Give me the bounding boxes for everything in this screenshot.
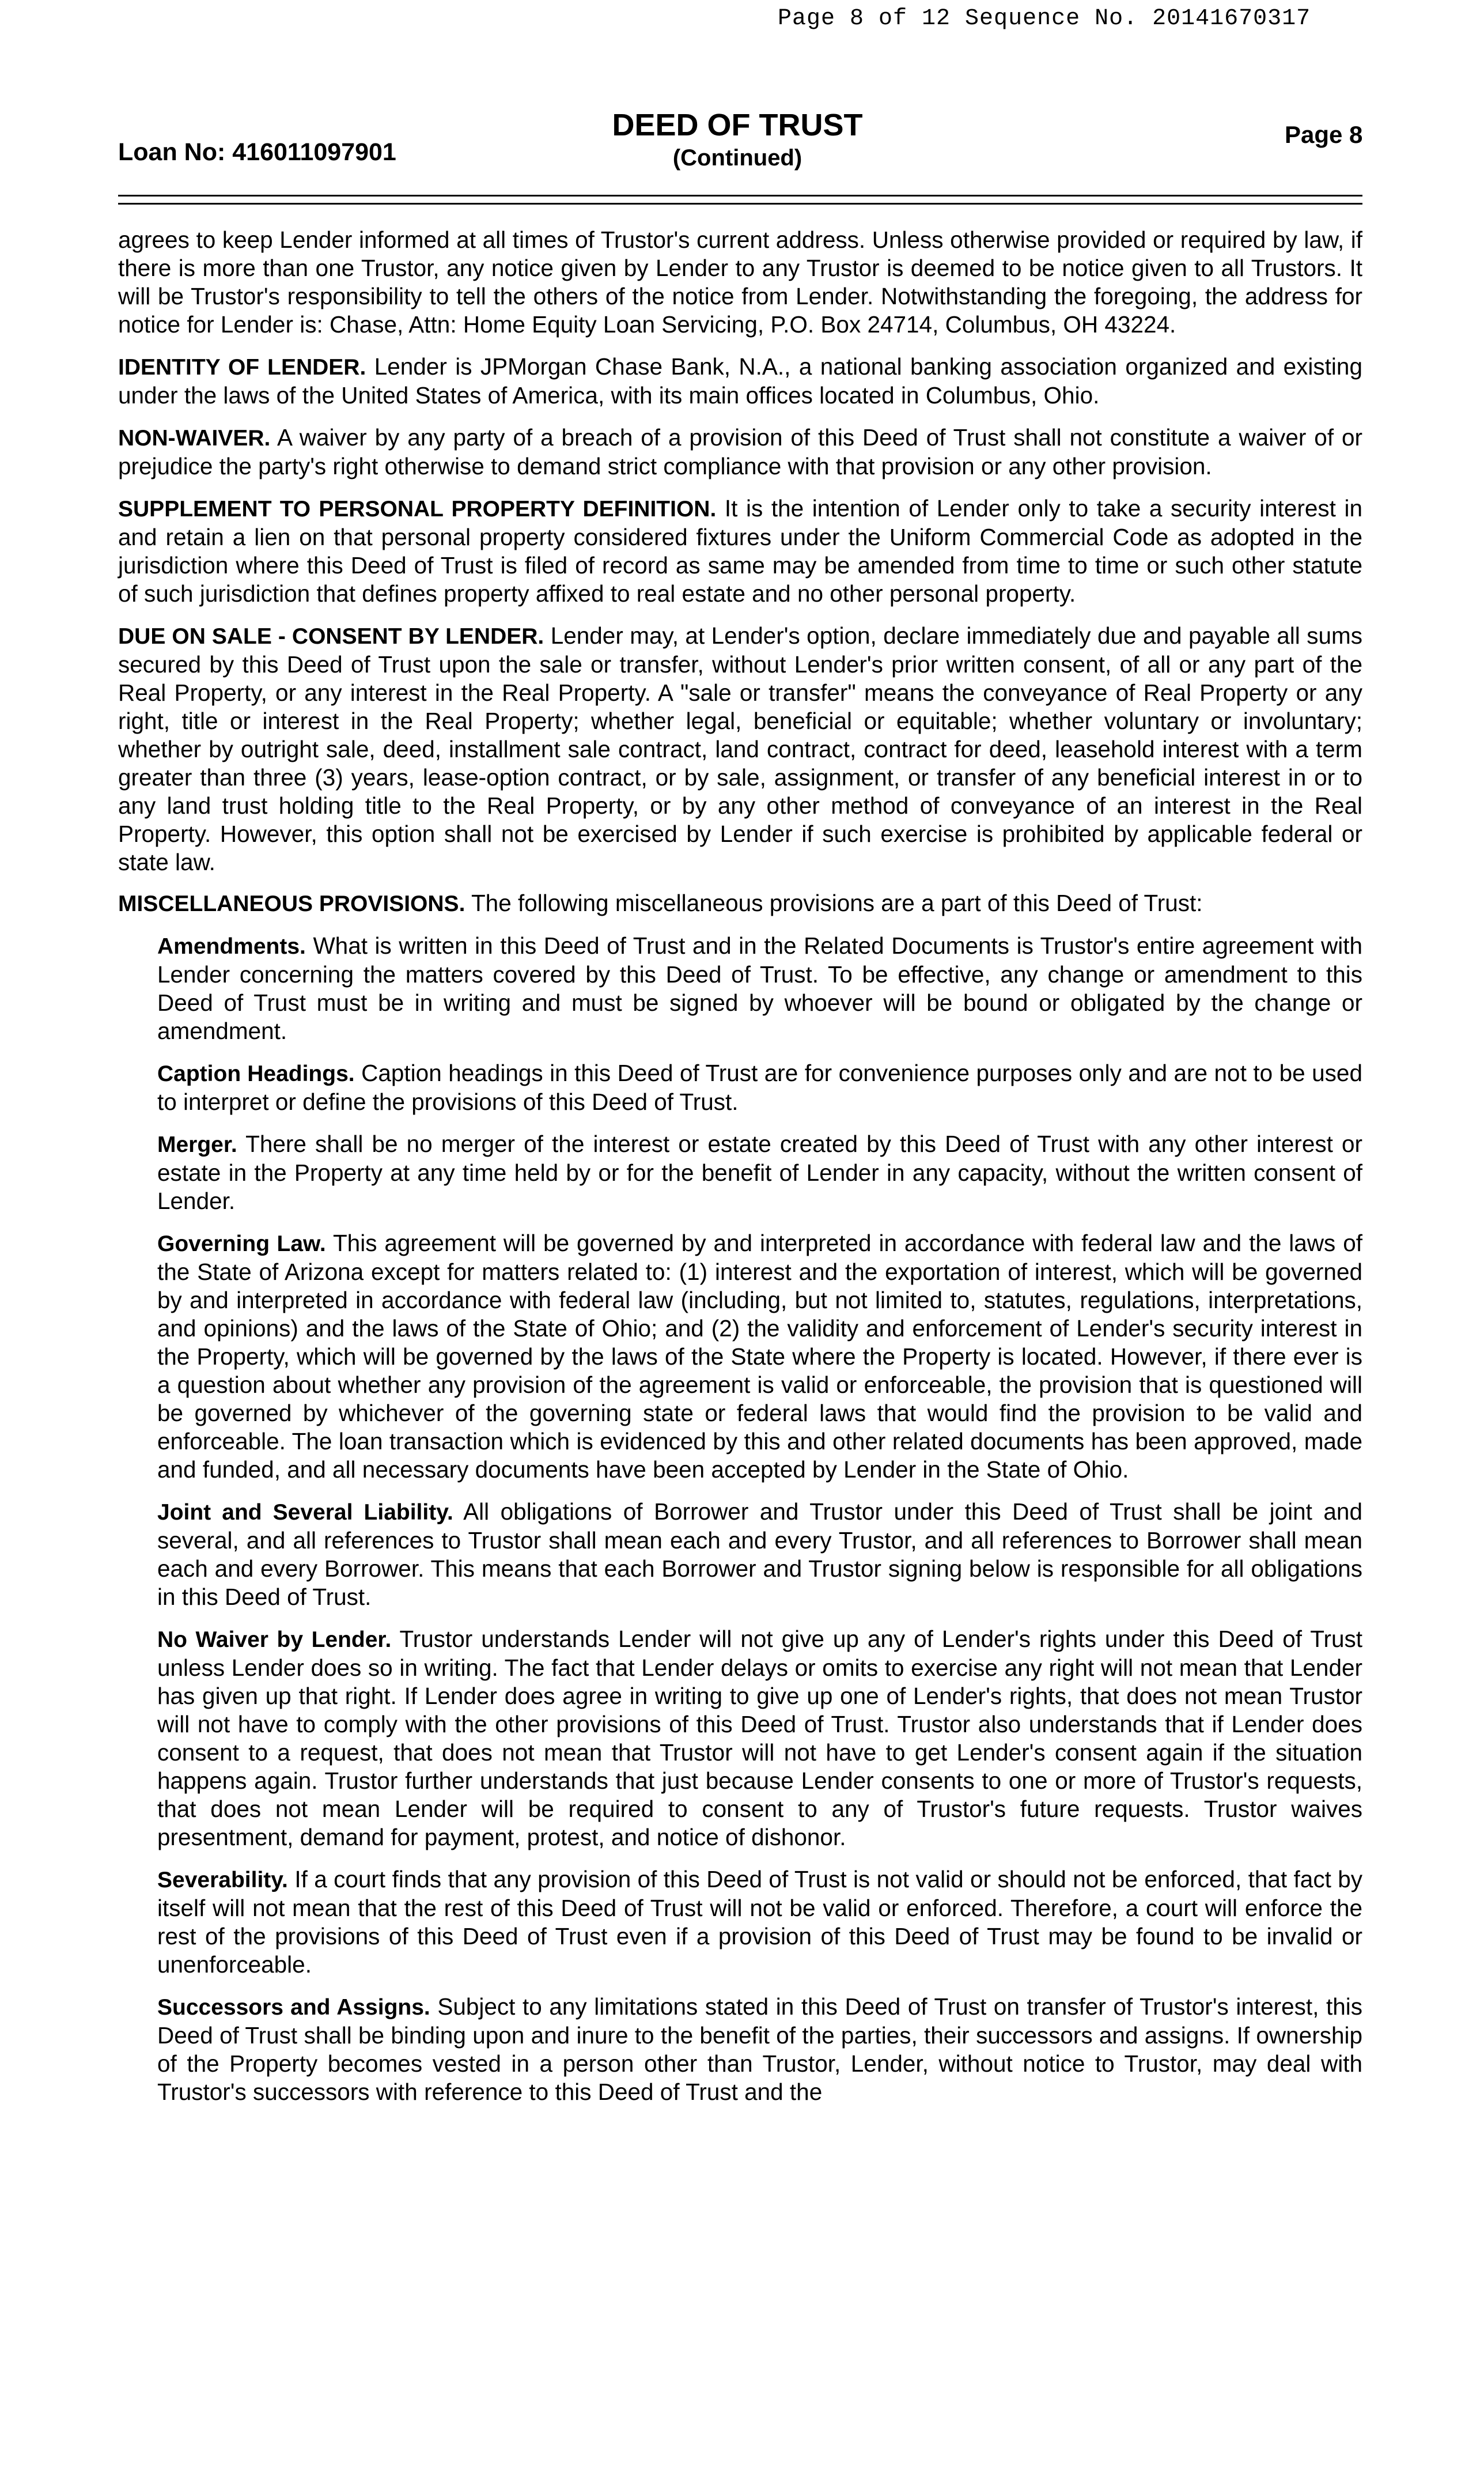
provision-text: There shall be no merger of the interest or estate created by this Deed of Trust with any other interest or estate in the Property at any time held by or for the benefit of Lender in any capacity, without the written consent of Lender. <box>157 1131 1362 1214</box>
provision-text: What is written in this Deed of Trust and in the Related Documents is Trustor's entire agreement with Lender concerning the matters covered by this Deed of Trust. To be effective, any change or amendment to this Deed of Trust must be in writing and must be signed by whoever will be bound or obligated by the change or amendment. <box>157 932 1362 1044</box>
provision-no-waiver-by-lender <box>118 1625 1362 1852</box>
section-identity-of-lender <box>118 353 1362 410</box>
header-divider-bottom <box>118 203 1362 205</box>
section-text: Lender is JPMorgan Chase Bank, N.A., a national banking association organized and existing under the laws of the United States of America, with its main offices located in Columbus, Ohio. <box>118 353 1362 409</box>
provision-amendments <box>118 932 1362 1045</box>
provision-governing-law <box>118 1229 1362 1484</box>
provision-heading: Governing Law. <box>157 1231 326 1256</box>
section-non-waiver <box>118 424 1362 481</box>
provision-heading: Caption Headings. <box>157 1061 355 1086</box>
header-divider-top <box>118 195 1362 197</box>
section-text: The following miscellaneous provisions are a part of this Deed of Trust: <box>471 890 1203 916</box>
provision-successors-assigns <box>118 1993 1362 2106</box>
section-text: It is the intention of Lender only to take a security interest in and retain a lien on that personal property considered fixtures under the Uniform Commercial Code as adopted in the jurisdiction where this Deed of Trust is filed of record as same may be amended from time to time or such other statute of such jurisdiction that defines property affixed to real estate and no other personal property. <box>118 495 1362 607</box>
intro-paragraph: agrees to keep Lender informed at all times of Trustor's current address. Unless otherwise provided or required by law, if there is more than one Trustor, any notice given by Lender to any Trustor is deemed to be notice given to all Trustors. It will be Trustor's responsibility to tell the others of the notice from Lender. Notwithstanding the foregoing, the address for notice for Lender is: Chase, Attn: Home Equity Loan Servicing, P.O. Box 24714, Columbus, OH 43224. <box>118 226 1362 338</box>
document-subtitle: (Continued) <box>672 145 802 171</box>
section-supplement-personal-property <box>118 494 1362 608</box>
provision-heading: Severability. <box>157 1868 288 1892</box>
provision-joint-several-liability <box>118 1498 1362 1611</box>
sequence-number-line: Page 8 of 12 Sequence No. 20141670317 <box>778 6 1311 32</box>
document-body <box>118 226 1362 2106</box>
provision-text: If a court finds that any provision of this Deed of Trust is not valid or should not be enforced, that fact by itself will not mean that the rest of this Deed of Trust will not be valid or enforced. Therefore, a court will enforce the rest of the provisions of this Deed of Trust even if a provision of this Deed of Trust may be found to be invalid or unenforceable. <box>157 1866 1362 1978</box>
section-text: A waiver by any party of a breach of a provision of this Deed of Trust shall not constitute a waiver of or prejudice the party's right otherwise to demand strict compliance with that provision or any other provision. <box>118 424 1362 479</box>
section-miscellaneous-provisions <box>118 889 1362 918</box>
provision-heading: Merger. <box>157 1132 237 1157</box>
provision-text: All obligations of Borrower and Trustor under this Deed of Trust shall be joint and several, and all references to Trustor shall mean each and every Trustor, and all references to Borrower shall mean each and every Borrower. This means that each Borrower and Trustor signing below is responsible for all obligations in this Deed of Trust. <box>157 1498 1362 1610</box>
document-title: DEED OF TRUST <box>612 108 863 142</box>
section-heading: MISCELLANEOUS PROVISIONS. <box>118 891 465 916</box>
provision-heading: Successors and Assigns. <box>157 1995 430 2020</box>
provision-text: Caption headings in this Deed of Trust are for convenience purposes only and are not to be used to interpret or define the provisions of this Deed of Trust. <box>157 1060 1362 1115</box>
section-heading: IDENTITY OF LENDER. <box>118 355 366 380</box>
provision-heading: Amendments. <box>157 934 306 959</box>
provision-heading: No Waiver by Lender. <box>157 1627 392 1652</box>
page-label: Page 8 <box>1285 121 1363 148</box>
section-heading: SUPPLEMENT TO PERSONAL PROPERTY DEFINITION. <box>118 497 717 522</box>
provision-heading: Joint and Several Liability. <box>157 1500 453 1525</box>
provision-caption-headings <box>118 1059 1362 1116</box>
loan-number: Loan No: 416011097901 <box>118 138 396 166</box>
provision-text: This agreement will be governed by and interpreted in accordance with federal law and the laws of the State of Arizona except for matters related to: (1) interest and the exportation of interest, which will be governed by and interpreted in accordance with federal law (including, but not limited to, statutes, regulations, interpretations, and opinions) and the laws of the State of Ohio; and (2) the validity and enforcement of Lender's security interest in the Property, which will be governed by the laws of the State where the Property is located. However, if there ever is a question about whether any provision of the agreement is valid or enforceable, the provision that is questioned will be governed by whichever of the governing state or federal laws that would find the provision to be valid and enforceable. The loan transaction which is evidenced by this and other related documents has been approved, made and funded, and all necessary documents have been accepted by Lender in the State of Ohio. <box>157 1230 1362 1483</box>
provision-text: Subject to any limitations stated in this Deed of Trust on transfer of Trustor's interest, this Deed of Trust shall be binding upon and inure to the benefit of the parties, their successors and assigns. If ownership of the Property becomes vested in a person other than Trustor, Lender, without notice to Trustor, may deal with Trustor's successors with reference to this Deed of Trust and the <box>157 1993 1362 2105</box>
section-heading: NON-WAIVER. <box>118 426 271 451</box>
provision-text: Trustor understands Lender will not give up any of Lender's rights under this Deed of Trust unless Lender does so in writing. The fact that Lender delays or omits to exercise any right will not mean that Lender has given up that right. If Lender does agree in writing to give up one of Lender's rights, that does not mean Trustor will not have to comply with the other provisions of this Deed of Trust. Trustor also understands that if Lender does consent to a request, that does not mean that Trustor will not have to get Lender's consent again if the situation happens again. Trustor further understands that just because Lender consents to one or more of Trustor's requests, that does not mean Lender will be required to consent to any of Trustor's future requests. Trustor waives presentment, demand for payment, protest, and notice of dishonor. <box>157 1626 1362 1850</box>
provision-severability <box>118 1865 1362 1979</box>
section-heading: DUE ON SALE - CONSENT BY LENDER. <box>118 624 544 649</box>
section-due-on-sale <box>118 622 1362 876</box>
section-text: Lender may, at Lender's option, declare immediately due and payable all sums secured by this Deed of Trust upon the sale or transfer, without Lender's prior written consent, of all or any part of the Real Property, or any interest in the Real Property. A "sale or transfer" means the conveyance of Real Property or any right, title or interest in the Real Property; whether legal, beneficial or equitable; whether voluntary or involuntary; whether by outright sale, deed, installment sale contract, land contract, contract for deed, leasehold interest with a term greater than three (3) years, lease-option contract, or by sale, assignment, or transfer of any beneficial interest in or to any land trust holding title to the Real Property, or by any other method of conveyance of an interest in the Real Property. However, this option shall not be exercised by Lender if such exercise is prohibited by applicable federal or state law. <box>118 622 1362 875</box>
provision-merger <box>118 1130 1362 1215</box>
